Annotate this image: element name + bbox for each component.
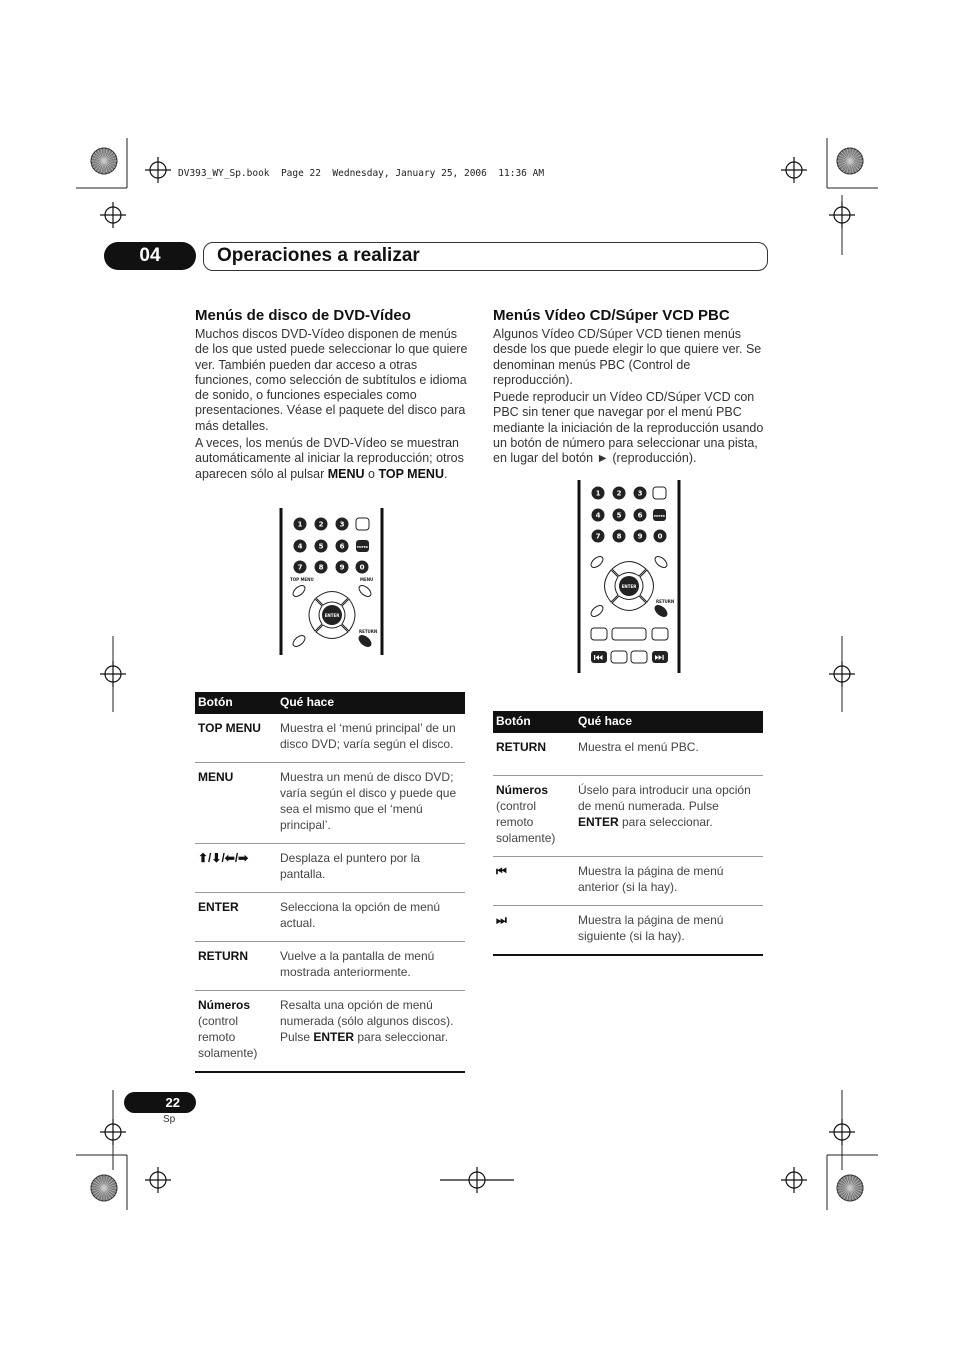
col-que-hace: Qué hace [277,692,465,714]
num-0-label: 0 [359,563,365,572]
num-4-label: 4 [297,542,303,551]
prev-icon: ⏮ [493,856,575,905]
left-button-table [195,692,465,1073]
page-number: 22 [124,1092,196,1113]
table-row: RETURN Muestra el menú PBC. [496,740,699,754]
left-body [195,327,471,484]
chapter-title: Operaciones a realizar [217,245,420,266]
table-row: TOP MENU Muestra el ‘menú principal’ de un disco DVD; varía según el disco. [198,721,456,751]
table-row: ⏭ Muestra la página de menú siguiente (si la hay). [493,905,763,955]
num-2-label: 2 [616,489,622,498]
enter-small-label: ENTER [654,514,665,518]
remote-illustration-dvd [278,505,388,657]
col-boton: Botón [195,692,277,714]
num-2-label: 2 [318,520,324,529]
print-header: DV393_WY_Sp.book Page 22 Wednesday, January 25, 2006 11:36 AM [178,168,545,179]
chapter-number: 04 [104,242,196,270]
enter-small-label: ENTER [357,545,368,549]
num-1-label: 1 [297,520,303,529]
right-body [493,327,769,469]
table-row: ⏮ Muestra la página de menú anterior (si la hay). [493,856,763,905]
num-1-label: 1 [595,489,601,498]
num-6-label: 6 [637,511,643,520]
return-label: RETURN [359,629,378,634]
page-language: Sp [163,1114,176,1125]
right-paragraph-1: Algunos Vídeo CD/Súper VCD tienen menús desde los que puede elegir lo que quiere ver. Se denominan menús PBC (Control de reproducción). [493,327,762,387]
num-8-label: 8 [616,532,622,541]
right-paragraph-2: Puede reproducir un Vídeo CD/Súper VCD con PBC sin tener que navegar por el menú PBC mediante la iniciación de la reproducción usando un botón de número para seleccionar una pista, en lugar del botón ► (reproducción). [493,390,764,466]
table-header [195,692,465,714]
right-button-table [493,711,763,956]
table-row: ⬆/⬇/⬅/➡ Desplaza el puntero por la pantalla. [195,844,465,893]
num-6-label: 6 [339,542,345,551]
num-7-label: 7 [297,563,303,572]
table-row: MENU Muestra un menú de disco DVD; varía según el disco y puede que sea el mismo que el ‘menú principal’. [195,763,465,844]
num-8-label: 8 [318,563,324,572]
num-5-label: 5 [616,511,622,520]
top-menu-label: TOP MENU [290,577,314,582]
left-paragraph-2: A veces, los menús de DVD-Vídeo se muestran automáticamente al iniciar la reproducción; otros aparecen sólo al pulsar MENU o TOP MENU. [195,436,464,481]
table-row: Números (control remoto solamente) Resalta una opción de menú numerada (sólo algunos discos). Pulse ENTER para seleccionar. [195,991,465,1073]
table-header [493,711,763,733]
menu-label: MENU [360,577,374,582]
table-row: Números (control remoto solamente) Úselo para introducir una opción de menú numerada. Pulse ENTER para seleccionar. [493,775,763,856]
col-boton: Botón [493,711,575,733]
num-5-label: 5 [318,542,324,551]
left-heading: Menús de disco de DVD-Vídeo [195,307,411,324]
num-9-label: 9 [637,532,643,541]
return-label: RETURN [656,599,675,604]
right-heading: Menús Vídeo CD/Súper VCD PBC [493,307,730,324]
num-9-label: 9 [339,563,345,572]
num-7-label: 7 [595,532,601,541]
col-que-hace: Qué hace [575,711,763,733]
enter-label: ENTER [621,584,637,589]
left-paragraph-1: Muchos discos DVD-Vídeo disponen de menús de los que usted puede seleccionar lo que quiere ver. También pueden dar acceso a otras funciones, como selección de subtítulos e idioma de sonido, o funciones especiales como presentaciones. Véase el paquete del disco para más detalles. [195,327,468,433]
num-3-label: 3 [637,489,643,498]
table-row: RETURN Vuelve a la pantalla de menú mostrada anteriormente. [195,942,465,991]
enter-label: ENTER [324,613,340,618]
next-icon: ⏭ [493,905,575,955]
remote-illustration-vcd [576,477,684,675]
num-0-label: 0 [657,532,663,541]
num-3-label: 3 [339,520,345,529]
table-row: ENTER Selecciona la opción de menú actual. [195,893,465,942]
num-4-label: 4 [595,511,601,520]
